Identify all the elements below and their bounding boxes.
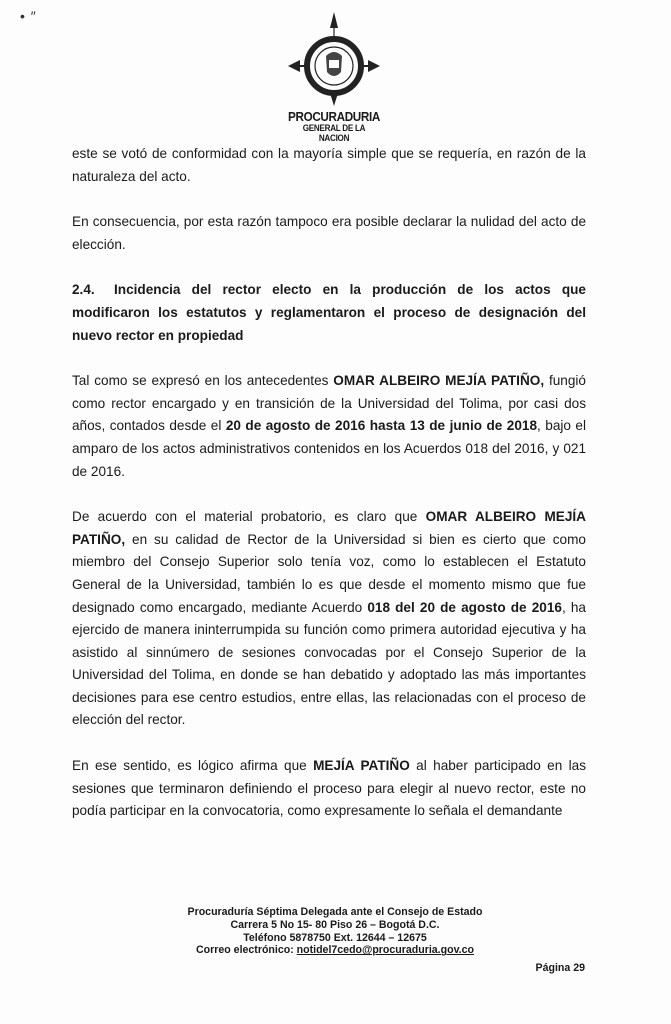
text-run: En ese sentido, es lógico afirma que: [72, 758, 314, 774]
bold-dates: 20 de agosto de 2016 hasta 13 de junio de 2018: [225, 418, 538, 434]
footer-office: Procuraduría Séptima Delegada ante el Consejo de Estado: [187, 906, 483, 918]
text-run: al haber participado en las sesiones que terminaron definiendo el proceso para elegir al nuevo rector, este no podía participar en la convocatoria, como expresamente lo señala el demandante: [72, 758, 587, 819]
footer-email-label: Correo electrónico:: [196, 944, 297, 957]
text-run: De acuerdo con el material probatorio, es claro que: [72, 509, 426, 525]
footer-email-line: [100, 944, 570, 957]
paragraph-6: [72, 755, 586, 823]
bold-name: MEJÍA PATIÑO: [313, 758, 410, 774]
section-number: 2.4.: [72, 282, 95, 298]
paragraph-4: [72, 370, 586, 483]
section-heading: [72, 279, 586, 347]
logo-subtitle: GENERAL DE LA NACION: [302, 123, 366, 143]
paragraph-1: este se votó de conformidad con la mayoría simple que se requería, en razón de la naturaleza del acto.: [72, 146, 586, 184]
text-run: , bajo el amparo de los actos administrativos contenidos en los Acuerdos 018 del 2016, y 021 de 2016.: [72, 418, 586, 479]
text-run: , ha ejercido de manera ininterrumpida su función como primera autoridad ejecutiva y ha asistido al sinnúmero de sesiones convocadas por el Consejo Superior de la Universidad del Tolima, en donde se han debatido y adoptado las más importantes decisiones para ese centro estudios, entre ellas, las relacionadas con el proceso de elección del rector.: [72, 599, 586, 728]
bold-agreement: 018 del 20 de agosto de 2016: [367, 599, 562, 615]
corner-mark: • ″: [20, 8, 37, 24]
paragraph-2: En consecuencia, por esta razón tampoco era posible declarar la nulidad del acto de elección.: [72, 214, 586, 252]
bold-name: OMAR ALBEIRO MEJÍA PATIÑO,: [333, 373, 545, 389]
logo-title: PROCURADURIA: [288, 109, 380, 124]
coat-of-arms-icon: [284, 10, 384, 108]
bold-name: OMAR ALBEIRO MEJÍA PATIÑO,: [72, 509, 586, 547]
text-run: fungió como rector encargado y en transición de la Universidad del Tolima, por casi dos años, contados desde el: [72, 373, 586, 434]
paragraph-5: [72, 506, 586, 732]
footer-phone: Teléfono 5878750 Ext. 12644 – 12675: [243, 931, 427, 944]
text-run: en su calidad de Rector de la Universidad si bien es cierto que como miembro del Consejo Superior solo tenía voz, como lo establecen el Estatuto General de la Universidad, también lo es que desde el momento mismo que fue designado como encargado, mediante Acuerdo: [72, 531, 586, 615]
page-number: Página 29: [535, 962, 585, 974]
footer-address: Carrera 5 No 15- 80 Piso 26 – Bogotá D.C.: [230, 918, 440, 931]
footer-email-link[interactable]: notidel7cedo@procuraduria.gov.co: [296, 944, 474, 957]
page-footer: [100, 906, 570, 957]
document-body: [72, 143, 586, 823]
procuraduria-logo: [282, 10, 386, 142]
text-run: Tal como se expresó en los antecedentes: [72, 373, 334, 389]
section-title: Incidencia del rector electo en la producción de los actos que modificaron los estatutos y reglamentaron el proceso de designación del nuevo rector en propiedad: [72, 282, 586, 343]
